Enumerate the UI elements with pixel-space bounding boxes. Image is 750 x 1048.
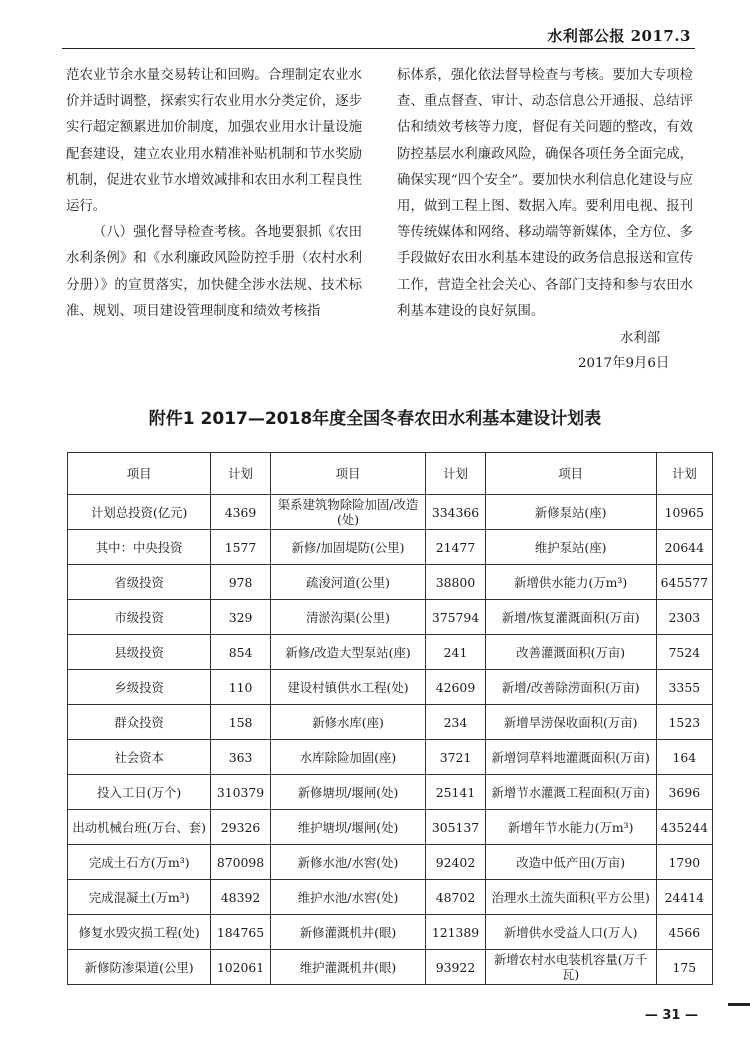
plan-value-cell: 10965 [656, 495, 712, 530]
table-row [68, 705, 713, 740]
plan-value-cell: 38800 [426, 565, 485, 600]
page-edge-rule [728, 1003, 750, 1006]
item-cell: 新修/改造大型泵站(座) [270, 635, 426, 670]
header-cell: 计划 [656, 453, 712, 495]
plan-value-cell: 1523 [656, 705, 712, 740]
item-cell: 清淤沟渠(公里) [270, 600, 426, 635]
plan-value-cell: 334366 [426, 495, 485, 530]
item-cell: 维护泵站(座) [485, 530, 656, 565]
plan-value-cell: 3721 [426, 740, 485, 775]
plan-value-cell: 1577 [211, 530, 270, 565]
header-cell: 计划 [426, 453, 485, 495]
item-cell: 新增/恢复灌溉面积(万亩) [485, 600, 656, 635]
item-cell: 治理水土流失面积(平方公里) [485, 880, 656, 915]
table-row [68, 915, 713, 950]
item-cell: 新修泵站(座) [485, 495, 656, 530]
plan-value-cell: 24414 [656, 880, 712, 915]
plan-value-cell: 102061 [211, 950, 270, 985]
plan-value-cell: 158 [211, 705, 270, 740]
plan-value-cell: 870098 [211, 845, 270, 880]
plan-value-cell: 435244 [656, 810, 712, 845]
section-body: 各地要狠抓《农田水利条例》和《水利廉政风险防控手册（农村水利分册）》的宣贯落实，加快健全涉水法规、技术标准、规划、项目建设管理制度和绩效考核指 [66, 225, 363, 319]
item-cell: 完成土石方(万m³) [68, 845, 211, 880]
table-title: 附件1 2017—2018年度全国冬春农田水利基本建设计划表 [148, 409, 602, 429]
table-row [68, 600, 713, 635]
plan-value-cell: 3696 [656, 775, 712, 810]
table-row [68, 810, 713, 845]
item-cell: 新修水池/水窖(处) [270, 845, 426, 880]
item-cell: 完成混凝土(万m³) [68, 880, 211, 915]
plan-value-cell: 978 [211, 565, 270, 600]
item-cell: 新增/改善除涝面积(万亩) [485, 670, 656, 705]
item-cell: 修复水毁灾损工程(处) [68, 915, 211, 950]
table-row [68, 495, 713, 530]
item-cell: 出动机械台班(万台、套) [68, 810, 211, 845]
right-paragraph-1: 标体系，强化依法督导检查与考核。要加大专项检查、重点督查、审计、动态信息公开通报、总结评估和绩效考核等力度，督促有关问题的整改，有效防控基层水利廉政风险，确保各项任务全面完成，确保实现“四个安全”。要加快水利信息化建设与应用，做到工程上图、数据入库。要利用电视、报刊等传统媒体和网络、移动端等新媒体，全方位、多手段做好农田水利基本建设的政务信息报送和宣传工作，营造全社会关心、各部门支持和参与农田水利基本建设的良好氛围。 [397, 68, 693, 319]
section-heading: （八）强化督导检查考核。 [92, 225, 255, 241]
item-cell: 乡级投资 [68, 670, 211, 705]
plan-value-cell: 4566 [656, 915, 712, 950]
signature-date: 2017年9月6日 [578, 356, 670, 371]
header-cell: 计划 [211, 453, 270, 495]
item-cell: 社会资本 [68, 740, 211, 775]
item-cell: 新增供水受益人口(万人) [485, 915, 656, 950]
left-text-column [66, 63, 362, 325]
item-cell: 改造中低产田(万亩) [485, 845, 656, 880]
plan-value-cell: 363 [211, 740, 270, 775]
item-cell: 维护灌溉机井(眼) [270, 950, 426, 985]
plan-value-cell: 184765 [211, 915, 270, 950]
plan-value-cell: 48392 [211, 880, 270, 915]
item-cell: 渠系建筑物除险加固/改造(处) [270, 495, 426, 530]
item-cell: 县级投资 [68, 635, 211, 670]
left-paragraph-1: 范农业节余水量交易转让和回购。合理制定农业水价并适时调整，探索实行农业用水分类定价，逐步实行超定额累进加价制度，加强农业用水计量设施配套建设，建立农业用水精准补贴机制和节水奖励机制，促进农业节水增效减排和农田水利工程良性运行。 [66, 68, 362, 215]
table-row [68, 950, 713, 985]
plan-value-cell: 25141 [426, 775, 485, 810]
table-row [68, 530, 713, 565]
item-cell: 计划总投资(亿元) [68, 495, 211, 530]
table-row [68, 670, 713, 705]
header-cell: 项目 [68, 453, 211, 495]
plan-value-cell: 241 [426, 635, 485, 670]
item-cell: 新增饲草料地灌溉面积(万亩) [485, 740, 656, 775]
header-cell: 项目 [270, 453, 426, 495]
plan-table [67, 452, 713, 985]
plan-value-cell: 4369 [211, 495, 270, 530]
item-cell: 省级投资 [68, 565, 211, 600]
item-cell: 新修水库(座) [270, 705, 426, 740]
plan-value-cell: 7524 [656, 635, 712, 670]
table-row [68, 740, 713, 775]
plan-value-cell: 3355 [656, 670, 712, 705]
plan-value-cell: 234 [426, 705, 485, 740]
plan-value-cell: 21477 [426, 530, 485, 565]
plan-value-cell: 375794 [426, 600, 485, 635]
table-header-row [68, 453, 713, 495]
item-cell: 水库除险加固(座) [270, 740, 426, 775]
plan-value-cell: 20644 [656, 530, 712, 565]
item-cell: 新修灌溉机井(眼) [270, 915, 426, 950]
item-cell: 改善灌溉面积(万亩) [485, 635, 656, 670]
item-cell: 疏浚河道(公里) [270, 565, 426, 600]
item-cell: 维护水池/水窖(处) [270, 880, 426, 915]
item-cell: 新增旱涝保收面积(万亩) [485, 705, 656, 740]
plan-value-cell: 310379 [211, 775, 270, 810]
plan-value-cell: 92402 [426, 845, 485, 880]
item-cell: 群众投资 [68, 705, 211, 740]
item-cell: 新增农村水电装机容量(万千瓦) [485, 950, 656, 985]
plan-value-cell: 93922 [426, 950, 485, 985]
plan-value-cell: 164 [656, 740, 712, 775]
table-row [68, 775, 713, 810]
journal-title: 水利部公报 2017.3 [547, 27, 691, 45]
item-cell: 其中：中央投资 [68, 530, 211, 565]
page-header [62, 22, 695, 49]
table-row [68, 880, 713, 915]
plan-value-cell: 1790 [656, 845, 712, 880]
plan-value-cell: 29326 [211, 810, 270, 845]
item-cell: 新修防渗渠道(公里) [68, 950, 211, 985]
plan-value-cell: 305137 [426, 810, 485, 845]
right-text-column [397, 63, 693, 325]
plan-value-cell: 48702 [426, 880, 485, 915]
item-cell: 新修/加固堤防(公里) [270, 530, 426, 565]
header-cell: 项目 [485, 453, 656, 495]
plan-value-cell: 121389 [426, 915, 485, 950]
item-cell: 新增供水能力(万m³) [485, 565, 656, 600]
item-cell: 新增节水灌溉工程面积(万亩) [485, 775, 656, 810]
signature-org: 水利部 [620, 331, 661, 346]
left-paragraph-2 [66, 220, 362, 325]
item-cell: 市级投资 [68, 600, 211, 635]
table-row [68, 635, 713, 670]
plan-value-cell: 42609 [426, 670, 485, 705]
plan-value-cell: 175 [656, 950, 712, 985]
item-cell: 维护塘坝/堰闸(处) [270, 810, 426, 845]
item-cell: 建设村镇供水工程(处) [270, 670, 426, 705]
table-row [68, 845, 713, 880]
plan-value-cell: 2303 [656, 600, 712, 635]
table-row [68, 565, 713, 600]
plan-value-cell: 645577 [656, 565, 712, 600]
item-cell: 投入工日(万个) [68, 775, 211, 810]
plan-value-cell: 329 [211, 600, 270, 635]
plan-value-cell: 110 [211, 670, 270, 705]
page-number: — 31 — [644, 1008, 698, 1023]
plan-value-cell: 854 [211, 635, 270, 670]
item-cell: 新增年节水能力(万m³) [485, 810, 656, 845]
item-cell: 新修塘坝/堰闸(处) [270, 775, 426, 810]
